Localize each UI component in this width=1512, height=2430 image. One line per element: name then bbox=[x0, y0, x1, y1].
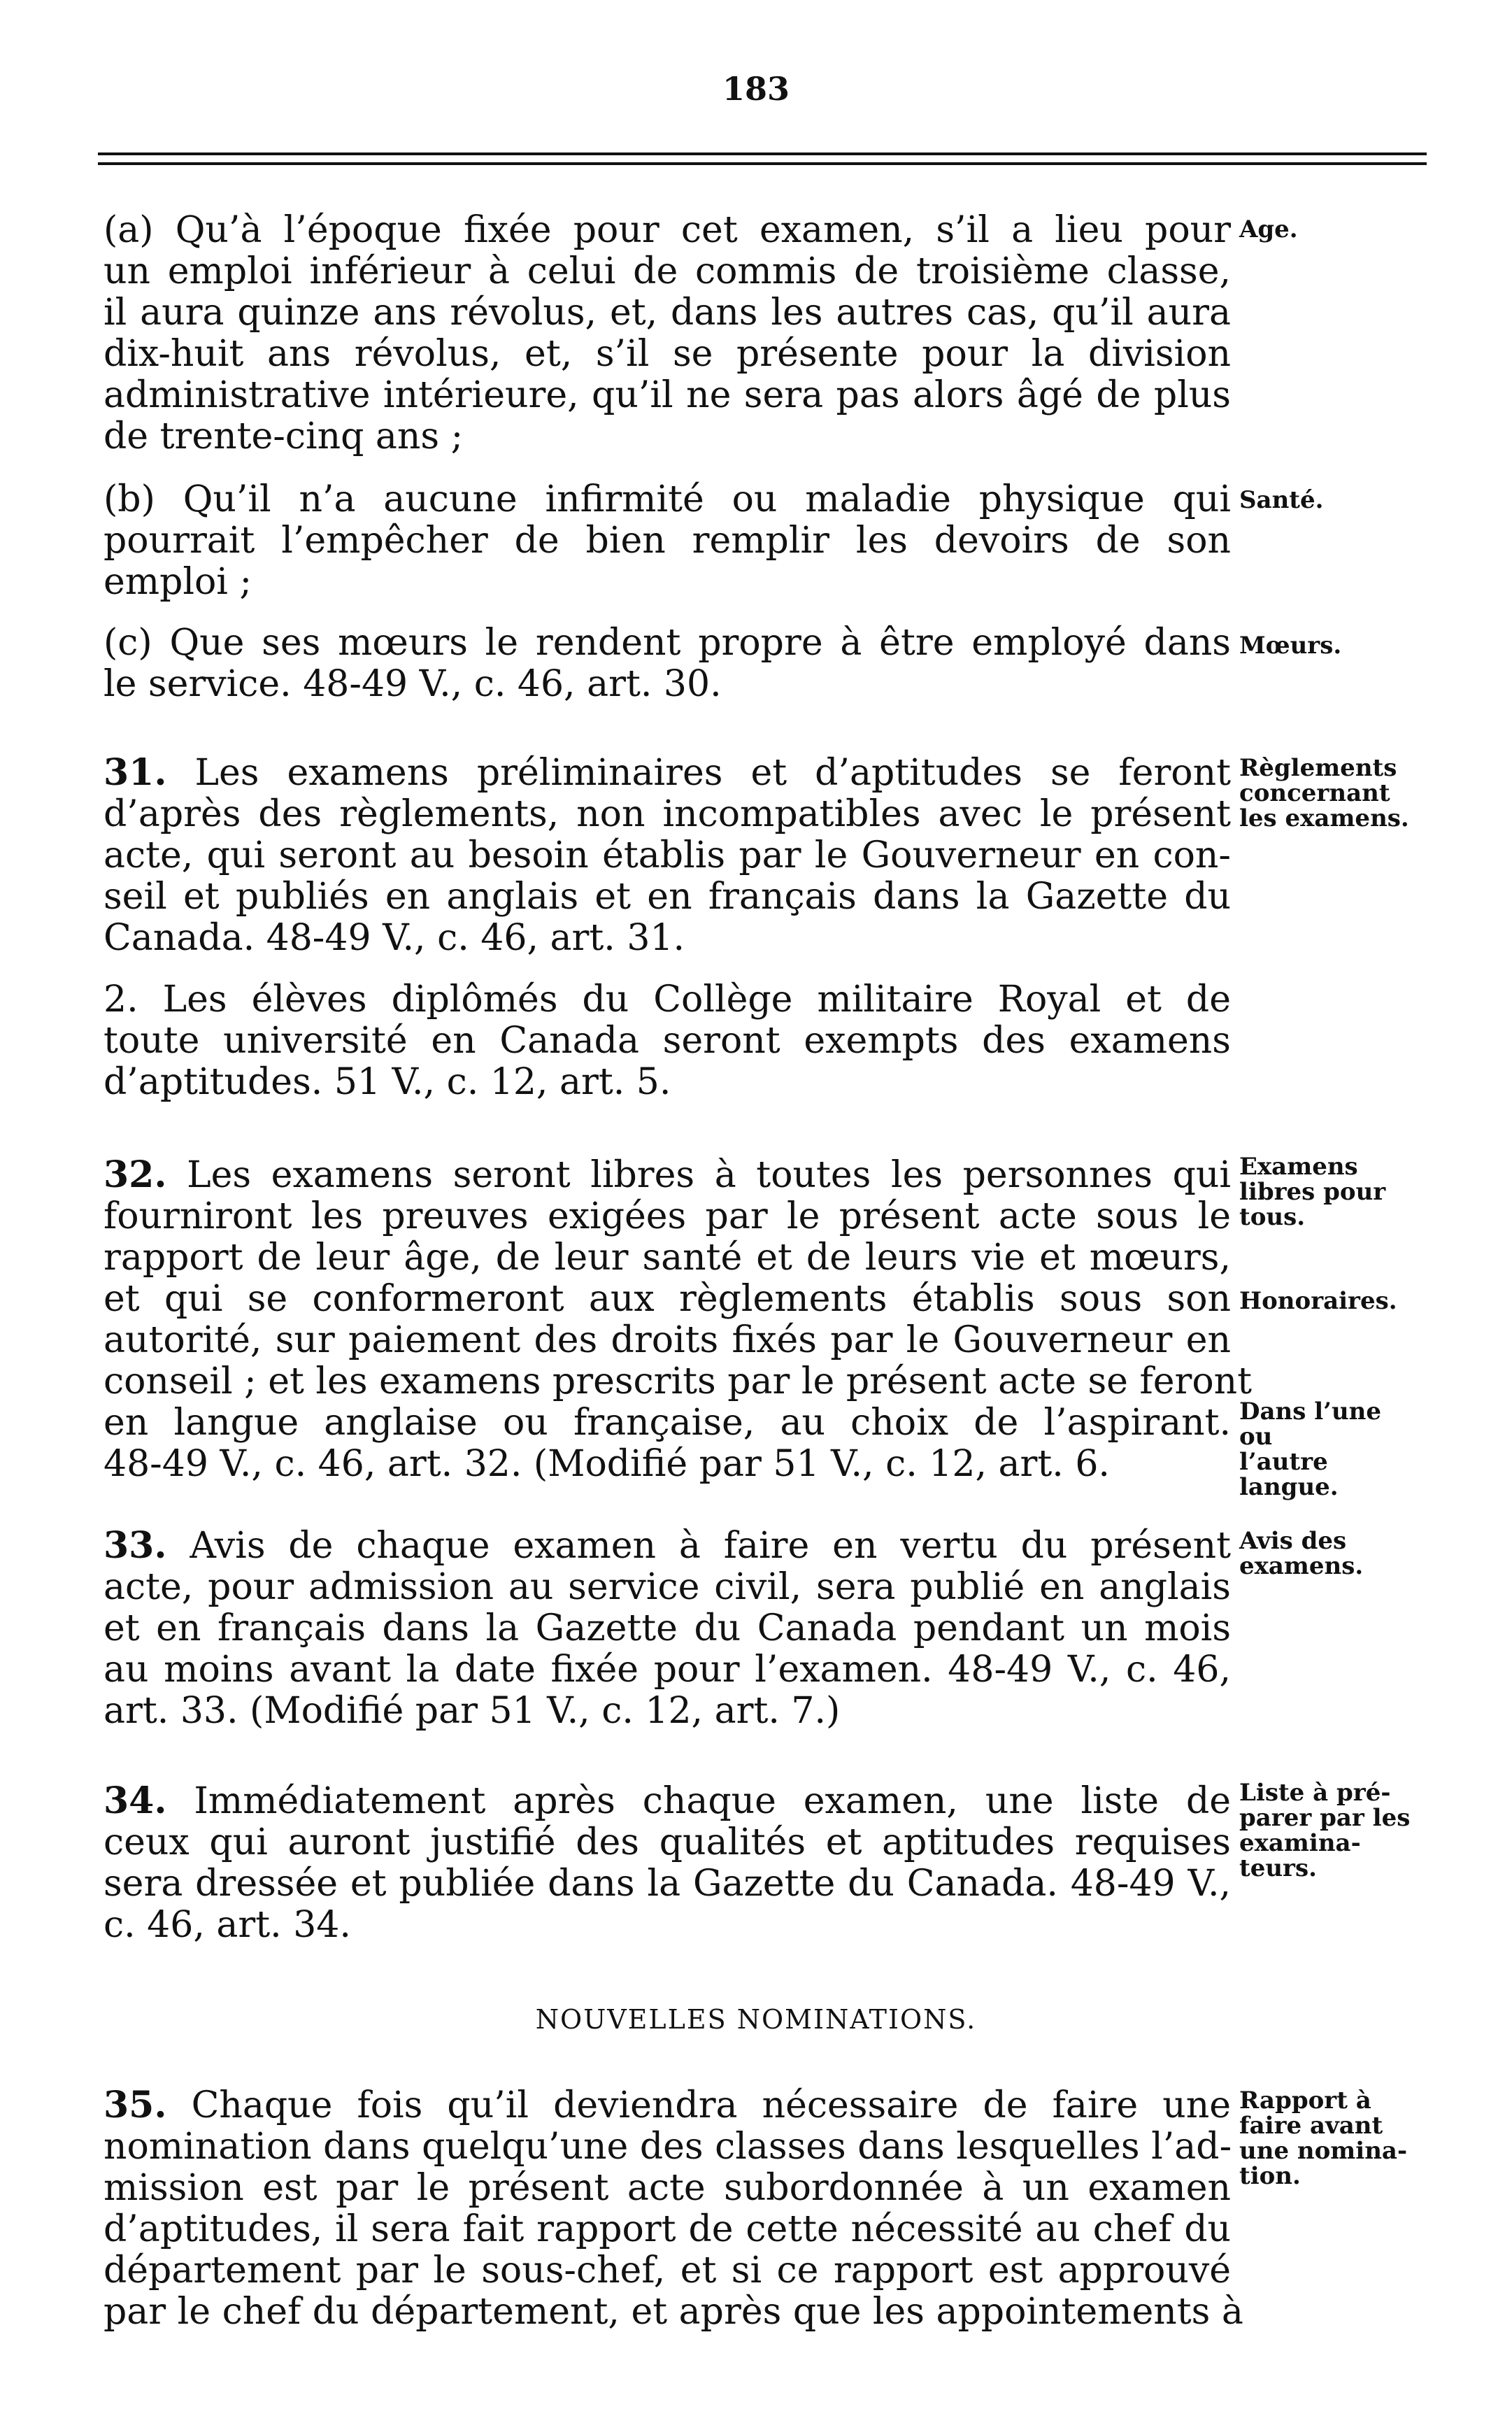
margin-note-honoraires: Honoraires. bbox=[1239, 1287, 1397, 1315]
line: acte, qui seront au besoin établis par le Gouverneur en con- bbox=[104, 834, 1231, 876]
line: par le chef du département, et après que les appointements à bbox=[104, 2291, 1243, 2333]
line: acte, pour admission au service civil, sera publié en anglais bbox=[104, 1566, 1231, 1608]
line: de trente-cinq ans ; bbox=[104, 415, 464, 457]
line: d’aptitudes. 51 V., c. 12, art. 5. bbox=[104, 1061, 671, 1103]
line: et qui se conformeront aux règlements établis sous son bbox=[104, 1278, 1231, 1320]
line: (b) Qu’il n’a aucune infirmité ou maladie physique qui bbox=[104, 478, 1231, 520]
line-text: Les examens seront libres à toutes les personnes qui bbox=[187, 1154, 1232, 1196]
line: (a) Qu’à l’époque fixée pour cet examen, s’il a lieu pour bbox=[104, 209, 1231, 251]
line: nomination dans quelqu’une des classes dans lesquelles l’ad- bbox=[104, 2126, 1232, 2168]
line: d’après des règlements, non incompatibles avec le présent bbox=[104, 793, 1231, 835]
line: fourniront les preuves exigées par le présent acte sous le bbox=[104, 1195, 1231, 1237]
line: mission est par le présent acte subordonnée à un examen bbox=[104, 2167, 1231, 2209]
line: rapport de leur âge, de leur santé et de leurs vie et mœurs, bbox=[104, 1237, 1231, 1279]
line: il aura quinze ans révolus, et, dans les autres cas, qu’il aura bbox=[104, 292, 1231, 334]
line: et en français dans la Gazette du Canada pendant un mois bbox=[104, 1607, 1231, 1649]
line-text: Avis de chaque examen à faire en vertu du présent bbox=[190, 1525, 1232, 1567]
line: au moins avant la date fixée pour l’examen. 48-49 V., c. 46, bbox=[104, 1649, 1231, 1691]
line: d’aptitudes, il sera fait rapport de cette nécessité au chef du bbox=[104, 2208, 1231, 2250]
line: (c) Que ses mœurs le rendent propre à être employé dans bbox=[104, 622, 1231, 664]
margin-note-moeurs: Mœurs. bbox=[1239, 632, 1342, 660]
margin-note-liste: Liste à pré- parer par les examina- teurs. bbox=[1239, 1779, 1411, 1882]
line: un emploi inférieur à celui de commis de troisième classe, bbox=[104, 250, 1231, 292]
section-number: 35. bbox=[104, 2084, 167, 2126]
line: autorité, sur paiement des droits fixés par le Gouverneur en bbox=[104, 1319, 1231, 1361]
paragraph-31-2 bbox=[104, 979, 1231, 1103]
section-number: 31. bbox=[104, 751, 167, 794]
line: c. 46, art. 34. bbox=[104, 1904, 351, 1946]
paragraph-b bbox=[104, 479, 1231, 603]
line-text: Chaque fois qu’il deviendra nécessaire de faire une bbox=[191, 2084, 1232, 2126]
line: dix-huit ans révolus, et, s’il se présente pour la division bbox=[104, 333, 1231, 375]
line: 2. Les élèves diplômés du Collège militaire Royal et de bbox=[104, 979, 1231, 1021]
paragraph-33 bbox=[104, 1525, 1231, 1732]
section-number: 33. bbox=[104, 1524, 167, 1567]
section-heading: NOUVELLES NOMINATIONS. bbox=[535, 2004, 977, 2035]
line: département par le sous-chef, et si ce rapport est approuvé bbox=[104, 2250, 1231, 2292]
line: 48-49 V., c. 46, art. 32. (Modifié par 51 V., c. 12, art. 6. bbox=[104, 1443, 1110, 1485]
header-rule-top bbox=[98, 152, 1427, 155]
line: le service. 48-49 V., c. 46, art. 30. bbox=[104, 663, 722, 705]
line: en langue anglaise ou française, au choix de l’aspirant. bbox=[104, 1402, 1231, 1444]
paragraph-35 bbox=[104, 2084, 1243, 2333]
paragraph-a bbox=[104, 210, 1231, 457]
section-number: 34. bbox=[104, 1779, 167, 1822]
line: Canada. 48-49 V., c. 46, art. 31. bbox=[104, 917, 685, 959]
paragraph-31 bbox=[104, 752, 1231, 959]
line bbox=[104, 1154, 1231, 1196]
paragraph-34 bbox=[104, 1780, 1231, 1946]
section-number: 32. bbox=[104, 1153, 167, 1196]
margin-note-reglements: Règlements concernant les examens. bbox=[1239, 754, 1409, 832]
margin-note-examens-libres: Examens libres pour tous. bbox=[1239, 1153, 1386, 1231]
line: seil et publiés en anglais et en français dans la Gazette du bbox=[104, 876, 1231, 918]
margin-note-sante: Santé. bbox=[1239, 486, 1324, 514]
line bbox=[104, 1780, 1231, 1822]
paragraph-c bbox=[104, 623, 1231, 705]
margin-note-langue: Dans l’une ou l’autre langue. bbox=[1239, 1398, 1382, 1501]
margin-note-rapport: Rapport à faire avant une nomina- tion. bbox=[1239, 2087, 1408, 2190]
paragraph-32 bbox=[104, 1153, 1253, 1485]
line: toute université en Canada seront exempts des examens bbox=[104, 1020, 1231, 1062]
margin-note-avis: Avis des examens. bbox=[1239, 1527, 1364, 1580]
line: administrative intérieure, qu’il ne sera pas alors âgé de plus bbox=[104, 374, 1231, 416]
line: emploi ; bbox=[104, 561, 252, 603]
header-rule-bottom bbox=[98, 162, 1427, 165]
line: art. 33. (Modifié par 51 V., c. 12, art. 7.) bbox=[104, 1690, 841, 1732]
line bbox=[104, 1525, 1231, 1567]
line: ceux qui auront justifié des qualités et aptitudes requises bbox=[104, 1821, 1231, 1863]
margin-note-age: Age. bbox=[1239, 215, 1298, 243]
line-text: Immédiatement après chaque examen, une liste de bbox=[194, 1780, 1232, 1822]
line: pourrait l’empêcher de bien remplir les devoirs de son bbox=[104, 520, 1231, 562]
line bbox=[104, 752, 1231, 794]
line-text: Les examens préliminaires et d’aptitudes se feront bbox=[194, 752, 1231, 794]
line: sera dressée et publiée dans la Gazette du Canada. 48-49 V., bbox=[104, 1863, 1231, 1905]
line: conseil ; et les examens prescrits par le présent acte se feront bbox=[104, 1360, 1253, 1402]
page-number: 183 bbox=[722, 70, 790, 108]
line bbox=[104, 2084, 1231, 2126]
